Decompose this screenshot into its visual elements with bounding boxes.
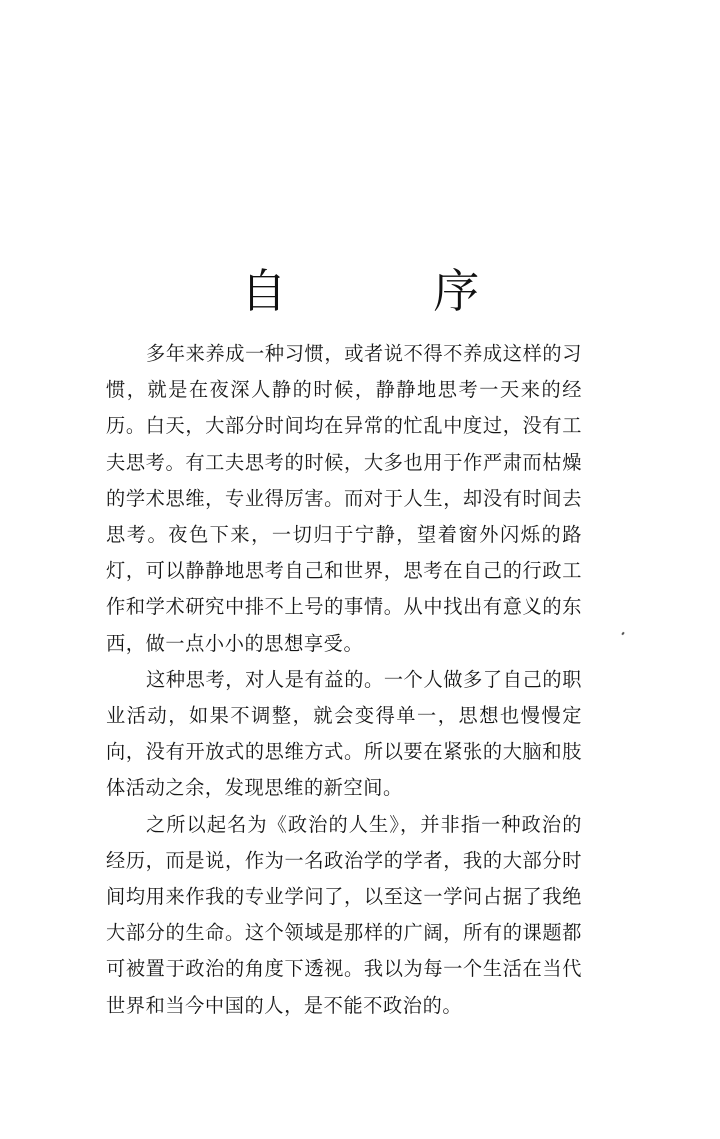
scan-speck	[621, 632, 624, 636]
paragraph-1: 多年来养成一种习惯，或者说不得不养成这样的习惯，就是在夜深人静的时候，静静地思考一天来的经历。白天，大部分时间均在异常的忙乱中度过，没有工夫思考。有工夫思考的时候，大多也用于作严肃而枯燥的学术思维，专业得厉害。而对于人生，却没有时间去思考。夜色下来，一切归于宁静，望着窗外闪烁的路灯，可以静静地思考自己和世界，思考在自己的行政工作和学术研究中排不上号的事情。从中找出有意义的东西，做一点小小的思想享受。	[106, 342, 582, 655]
paragraph-2: 这种思考，对人是有益的。一个人做多了自己的职业活动，如果不调整，就会变得单一，思想也慢慢定向，没有开放式的思维方式。所以要在紧张的大脑和肢体活动之余，发现思维的新空间。	[106, 667, 582, 800]
preface-body	[106, 336, 582, 1024]
page-title: 自 序	[240, 263, 546, 318]
paragraph-3: 之所以起名为《政治的人生》，并非指一种政治的经历，而是说，作为一名政治学的学者，我的大部分时间均用来作我的专业学问了，以至这一学问占据了我绝大部分的生命。这个领域是那样的广阔，所有的课题都可被置于政治的角度下透视。我以为每一个生活在当代世界和当今中国的人，是不能不政治的。	[106, 812, 582, 1017]
